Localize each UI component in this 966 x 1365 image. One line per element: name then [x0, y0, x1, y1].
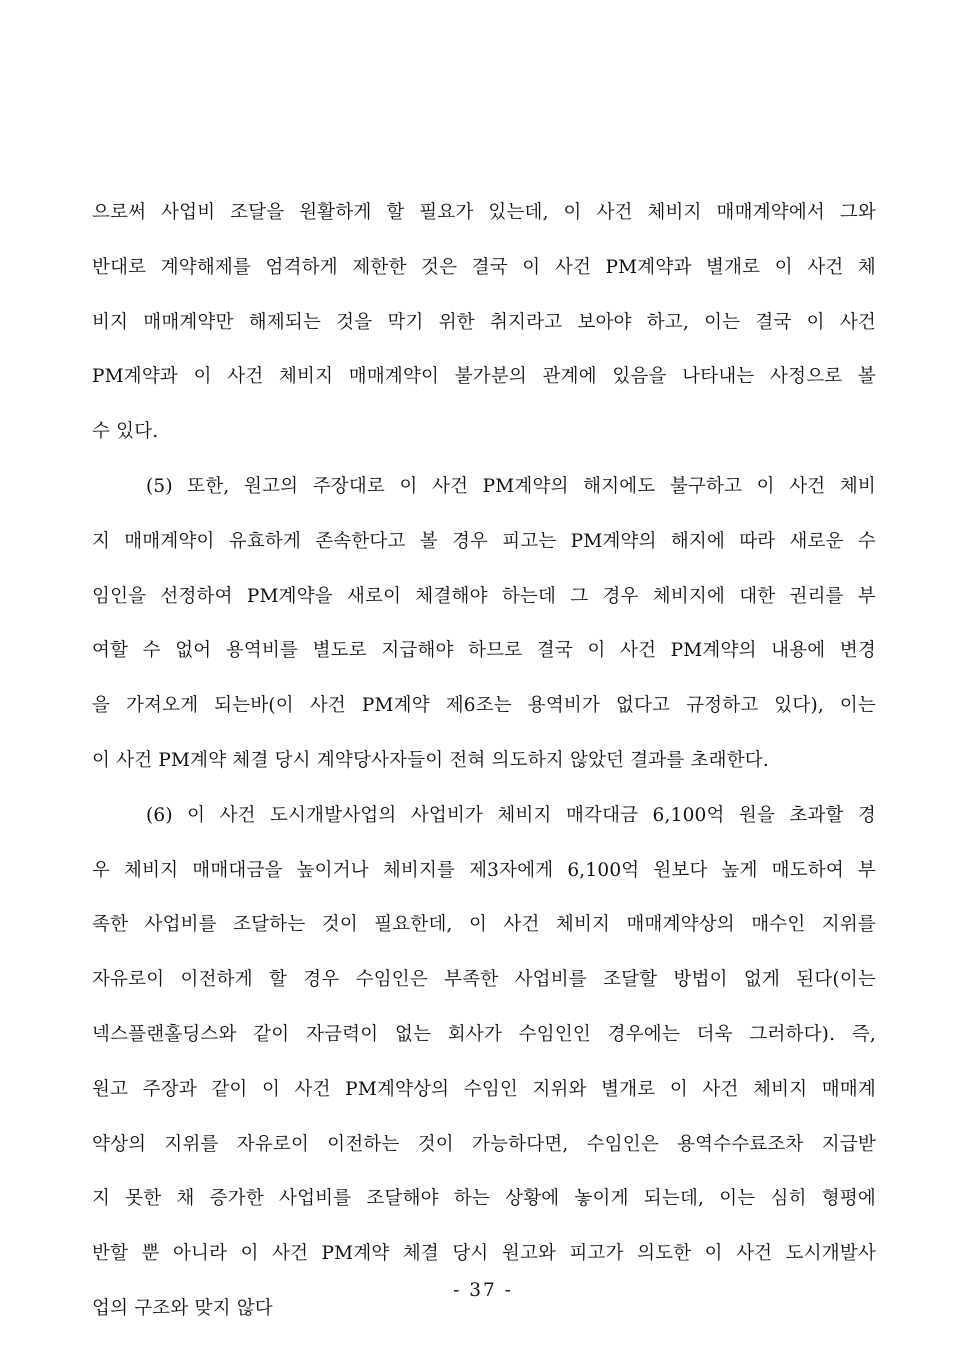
text-line: 자유로이 이전하게 할 경우 수임인은 부족한 사업비를 조달할 방법이 없게 된다(이는 [92, 969, 876, 991]
text-line: PM계약과 이 사건 체비지 매매계약이 불가분의 관계에 있음을 나타내는 사정으로 볼 [92, 366, 876, 388]
text-line: 반할 뿐 아니라 이 사건 PM계약 체결 당시 원고와 피고가 의도한 이 사건 도시개발사 [92, 1243, 876, 1265]
text-line: 약상의 지위를 자유로이 이전하는 것이 가능하다면, 수임인은 용역수수료조차 지급받 [92, 1133, 876, 1155]
text-line: 지 못한 채 증가한 사업비를 조달해야 하는 상황에 놓이게 되는데, 이는 심히 형평에 [92, 1188, 876, 1210]
text-line: 이 사건 PM계약 체결 당시 계약당사자들이 전혀 의도하지 않았던 결과를 초래한다. [92, 749, 769, 771]
text-line: 지 매매계약이 유효하게 존속한다고 볼 경우 피고는 PM계약의 해지에 따라 새로운 수 [92, 530, 876, 552]
paragraph-5-start: (5) 또한, 원고의 주장대로 이 사건 PM계약의 해지에도 불구하고 이 사건 체비 [146, 475, 876, 497]
text-line: 여할 수 없어 용역비를 별도로 지급해야 하므로 결국 이 사건 PM계약의 내용에 변경 [92, 640, 876, 662]
text-line: 족한 사업비를 조달하는 것이 필요한데, 이 사건 체비지 매매계약상의 매수인 지위를 [92, 914, 876, 936]
body-text [92, 193, 876, 1344]
text-line: 반대로 계약해제를 엄격하게 제한한 것은 결국 이 사건 PM계약과 별개로 이 사건 체 [92, 256, 876, 278]
text-line: 으로써 사업비 조달을 원활하게 할 필요가 있는데, 이 사건 체비지 매매계약에서 그와 [92, 202, 876, 223]
text-line: 수 있다. [92, 421, 159, 443]
text-line: 넥스플랜홀딩스와 같이 자금력이 없는 회사가 수임인인 경우에는 더욱 그러하다). 즉, [92, 1023, 876, 1045]
paragraph-6-start: (6) 이 사건 도시개발사업의 사업비가 체비지 매각대금 6,100억 원을 초과할 경 [146, 804, 876, 826]
text-line: 을 가져오게 되는바(이 사건 PM계약 제6조는 용역비가 없다고 규정하고 있다), 이는 [92, 695, 876, 717]
text-line: 업의 구조와 맞지 않다 [92, 1297, 273, 1319]
text-line: 임인을 선정하여 PM계약을 새로이 체결해야 하는데 그 경우 체비지에 대한 권리를 부 [92, 585, 876, 607]
text-line: 원고 주장과 같이 이 사건 PM계약상의 수임인 지위와 별개로 이 사건 체비지 매매계 [92, 1078, 876, 1100]
text-line: 우 체비지 매매대금을 높이거나 체비지를 제3자에게 6,100억 원보다 높게 매도하여 부 [92, 859, 876, 881]
page-number: - 37 - [453, 1280, 513, 1301]
text-line: 비지 매매계약만 해제되는 것을 막기 위한 취지라고 보아야 하고, 이는 결국 이 사건 [92, 311, 876, 333]
